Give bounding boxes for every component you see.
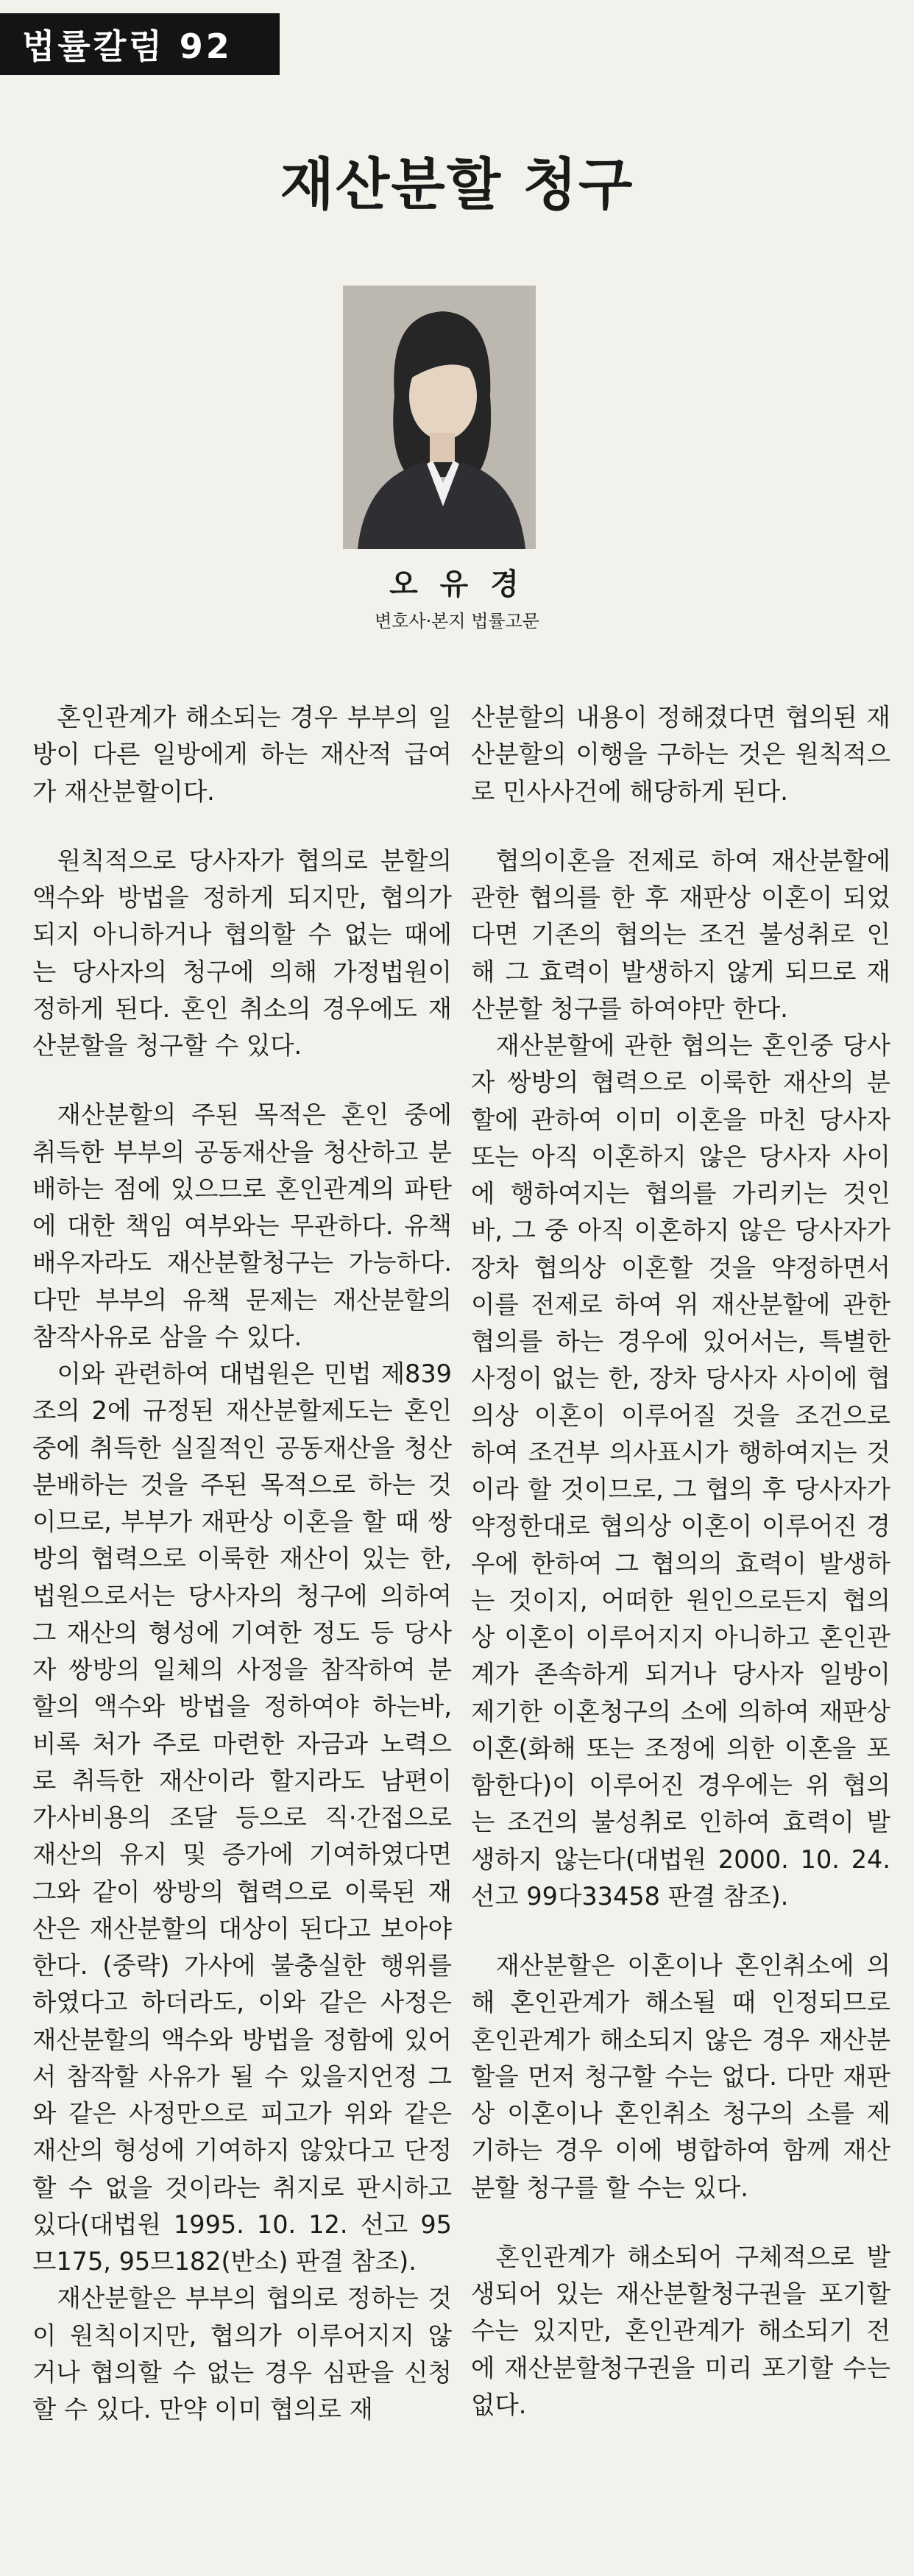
- author-portrait-image: [343, 286, 536, 549]
- article-paragraph: 협의이혼을 전제로 하여 재산분할에 관한 협의를 한 후 재판상 이혼이 되었다면 기존의 협의는 조건 불성취로 인해 그 효력이 발생하지 않게 되므로 재산분할 청구를 하여야만 한다.: [471, 846, 890, 1023]
- article-paragraph: 혼인관계가 해소되어 구체적으로 발생되어 있는 재산분할청구권을 포기할 수는 있지만, 혼인관계가 해소되기 전에 재산분할청구권을 미리 포기할 수는 없다.: [471, 2242, 890, 2419]
- article-paragraph: 재산분할의 주된 목적은 혼인 중에 취득한 부부의 공동재산을 청산하고 분배하는 점에 있으므로 혼인관계의 파탄에 대한 책임 여부와는 무관하다. 유책배우자라도 재산분할청구는 가능하다. 다만 부부의 유책 문제는 재산분할의 참작사유로 삼을 수 있다.: [32, 1100, 452, 1351]
- article-paragraph: 재산분할은 부부의 협의로 정하는 것이 원칙이지만, 협의가 이루어지지 않거나 협의할 수 없는 경우 심판을 신청할 수 있다. 만약 이미 협의로 재: [32, 2284, 452, 2424]
- article-paragraph: 산분할의 내용이 정해졌다면 협의된 재산분할의 이행을 구하는 것은 원칙적으로 민사사건에 해당하게 된다.: [471, 703, 890, 806]
- column-badge-label: 법률칼럼 92: [22, 26, 233, 66]
- article-paragraph: 재산분할은 이혼이나 혼인취소에 의해 혼인관계가 해소될 때 인정되므로 혼인관계가 해소되지 않은 경우 재산분할을 먼저 청구할 수는 없다. 다만 재판상 이혼이나 혼인취소 청구의 소를 제기하는 경우 이에 병합하여 함께 재산분할 청구를 할 수는 있다.: [471, 1951, 890, 2202]
- article-title: 재산분할 청구: [280, 152, 634, 217]
- author-photo: [343, 286, 536, 549]
- article-paragraph: 혼인관계가 해소되는 경우 부부의 일방이 다른 일방에게 하는 재산적 급여가 재산분할이다.: [32, 703, 452, 806]
- author-role: 변호사·본지 법률고문: [375, 611, 539, 631]
- article-left-column: [32, 699, 452, 2428]
- article-paragraph: 재산분할에 관한 협의는 혼인중 당사자 쌍방의 협력으로 이룩한 재산의 분할에 관하여 이미 이혼을 마친 당사자 또는 아직 이혼하지 않은 당사자 사이에 행하여지는 협의를 가리키는 것인바, 그 중 아직 이혼하지 않은 당사자가 장차 협의상 이혼할 것을 약정하면서 이를 전제로 하여 위 재산분할에 관한 협의를 하는 경우에 있어서는, 특별한 사정이 없는 한, 장차 당사자 사이에 협의상 이혼이 이루어질 것을 조건으로 하여 조건부 의사표시가 행하여지는 것이라 할 것이므로, 그 협의 후 당사자가 약정한대로 협의상 이혼이 이루어진 경우에 한하여 그 협의의 효력이 발생하는 것이지, 어떠한 원인으로든지 협의상 이혼이 이루어지지 아니하고 혼인관계가 존속하게 되거나 당사자 일방이 제기한 이혼청구의 소에 의하여 재판상 이혼(화해 또는 조정에 의한 이혼을 포함한다)이 이루어진 경우에는 위 협의는 조건의 불성취로 인하여 효력이 발생하지 않는다(대법원 2000. 10. 24. 선고 99다33458 판결 참조).: [471, 1031, 890, 1911]
- article-right-column: [471, 699, 890, 2424]
- author-name: 오 유 경: [389, 567, 525, 601]
- article-paragraph: 이와 관련하여 대법원은 민법 제839조의 2에 규정된 재산분할제도는 혼인 중에 취득한 실질적인 공동재산을 청산 분배하는 것을 주된 목적으로 하는 것이므로, 부부가 재판상 이혼을 할 때 쌍방의 협력으로 이룩한 재산이 있는 한, 법원으로서는 당사자의 청구에 의하여 그 재산의 형성에 기여한 정도 등 당사자 쌍방의 일체의 사정을 참작하여 분할의 액수와 방법을 정하여야 하는바, 비록 처가 주로 마련한 자금과 노력으로 취득한 재산이라 할지라도 남편이 가사비용의 조달 등으로 직·간접으로 재산의 유지 및 증가에 기여하였다면 그와 같이 쌍방의 협력으로 이룩된 재산은 재산분할의 대상이 된다고 보아야 한다. (중략) 가사에 불충실한 행위를 하였다고 하더라도, 이와 같은 사정은 재산분할의 액수와 방법을 정함에 있어서 참작할 사유가 될 수 있을지언정 그와 같은 사정만으로 피고가 위와 같은 재산의 형성에 기여하지 않았다고 단정할 수 없을 것이라는 취지로 판시하고 있다(대법원 1995. 10. 12. 선고 95므175, 95므182(반소) 판결 참조).: [32, 1359, 452, 2276]
- article-paragraph: 원칙적으로 당사자가 협의로 분할의 액수와 방법을 정하게 되지만, 협의가 되지 아니하거나 협의할 수 없는 때에는 당사자의 청구에 의해 가정법원이 정하게 된다. 혼인 취소의 경우에도 재산분할을 청구할 수 있다.: [32, 846, 452, 1060]
- column-badge: [0, 13, 280, 75]
